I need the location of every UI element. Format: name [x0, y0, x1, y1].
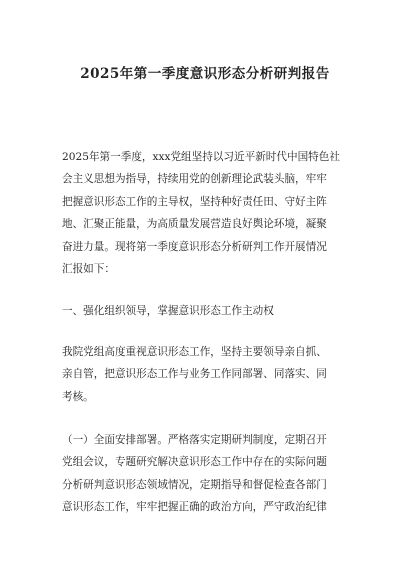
- paragraph-line: 会主义思想为指导，持续用党的创新理论武装头脑，牢牢: [62, 173, 327, 186]
- section1-paragraph: [62, 341, 352, 408]
- paragraph-line: 亲自管，把意识形态工作与业务工作同部署、同落实、同: [62, 368, 327, 381]
- paragraph-line: 考核。: [62, 390, 94, 403]
- paragraph-line: 意识形态工作，牢牢把握正确的政治方向，严守政治纪律: [62, 501, 327, 514]
- paragraph-line: 地、汇聚正能量，为高质量发展营造良好舆论环境，凝聚: [62, 218, 327, 231]
- paragraph-line: 把握意识形态工作的主导权，坚持种好责任田、守好主阵: [62, 195, 327, 208]
- paragraph-line: 汇报如下：: [62, 262, 115, 275]
- paragraph-line: 奋进力量。现将第一季度意识形态分析研判工作开展情况: [62, 240, 327, 253]
- section-heading: 一、强化组织领导，掌握意识形态工作主动权: [62, 305, 274, 317]
- intro-paragraph: [62, 146, 352, 280]
- paragraph-line: 分析研判意识形态领域情况，定期指导和督促检查各部门: [62, 478, 327, 491]
- document-title: 2025年第一季度意识形态分析研判报告: [80, 66, 330, 82]
- paragraph-line: 党组会议，专题研究解决意识形态工作中存在的实际问题: [62, 456, 327, 469]
- paragraph-line: 我院党组高度重视意识形态工作，坚持主要领导亲自抓、: [62, 346, 327, 358]
- paragraph-line: （一）全面安排部署。严格落实定期研判制度，定期召开: [62, 434, 327, 446]
- paragraph-line: 2025年第一季度，xxx党组坚持以习近平新时代中国特色社: [62, 151, 340, 163]
- subsection1-paragraph: [62, 429, 352, 519]
